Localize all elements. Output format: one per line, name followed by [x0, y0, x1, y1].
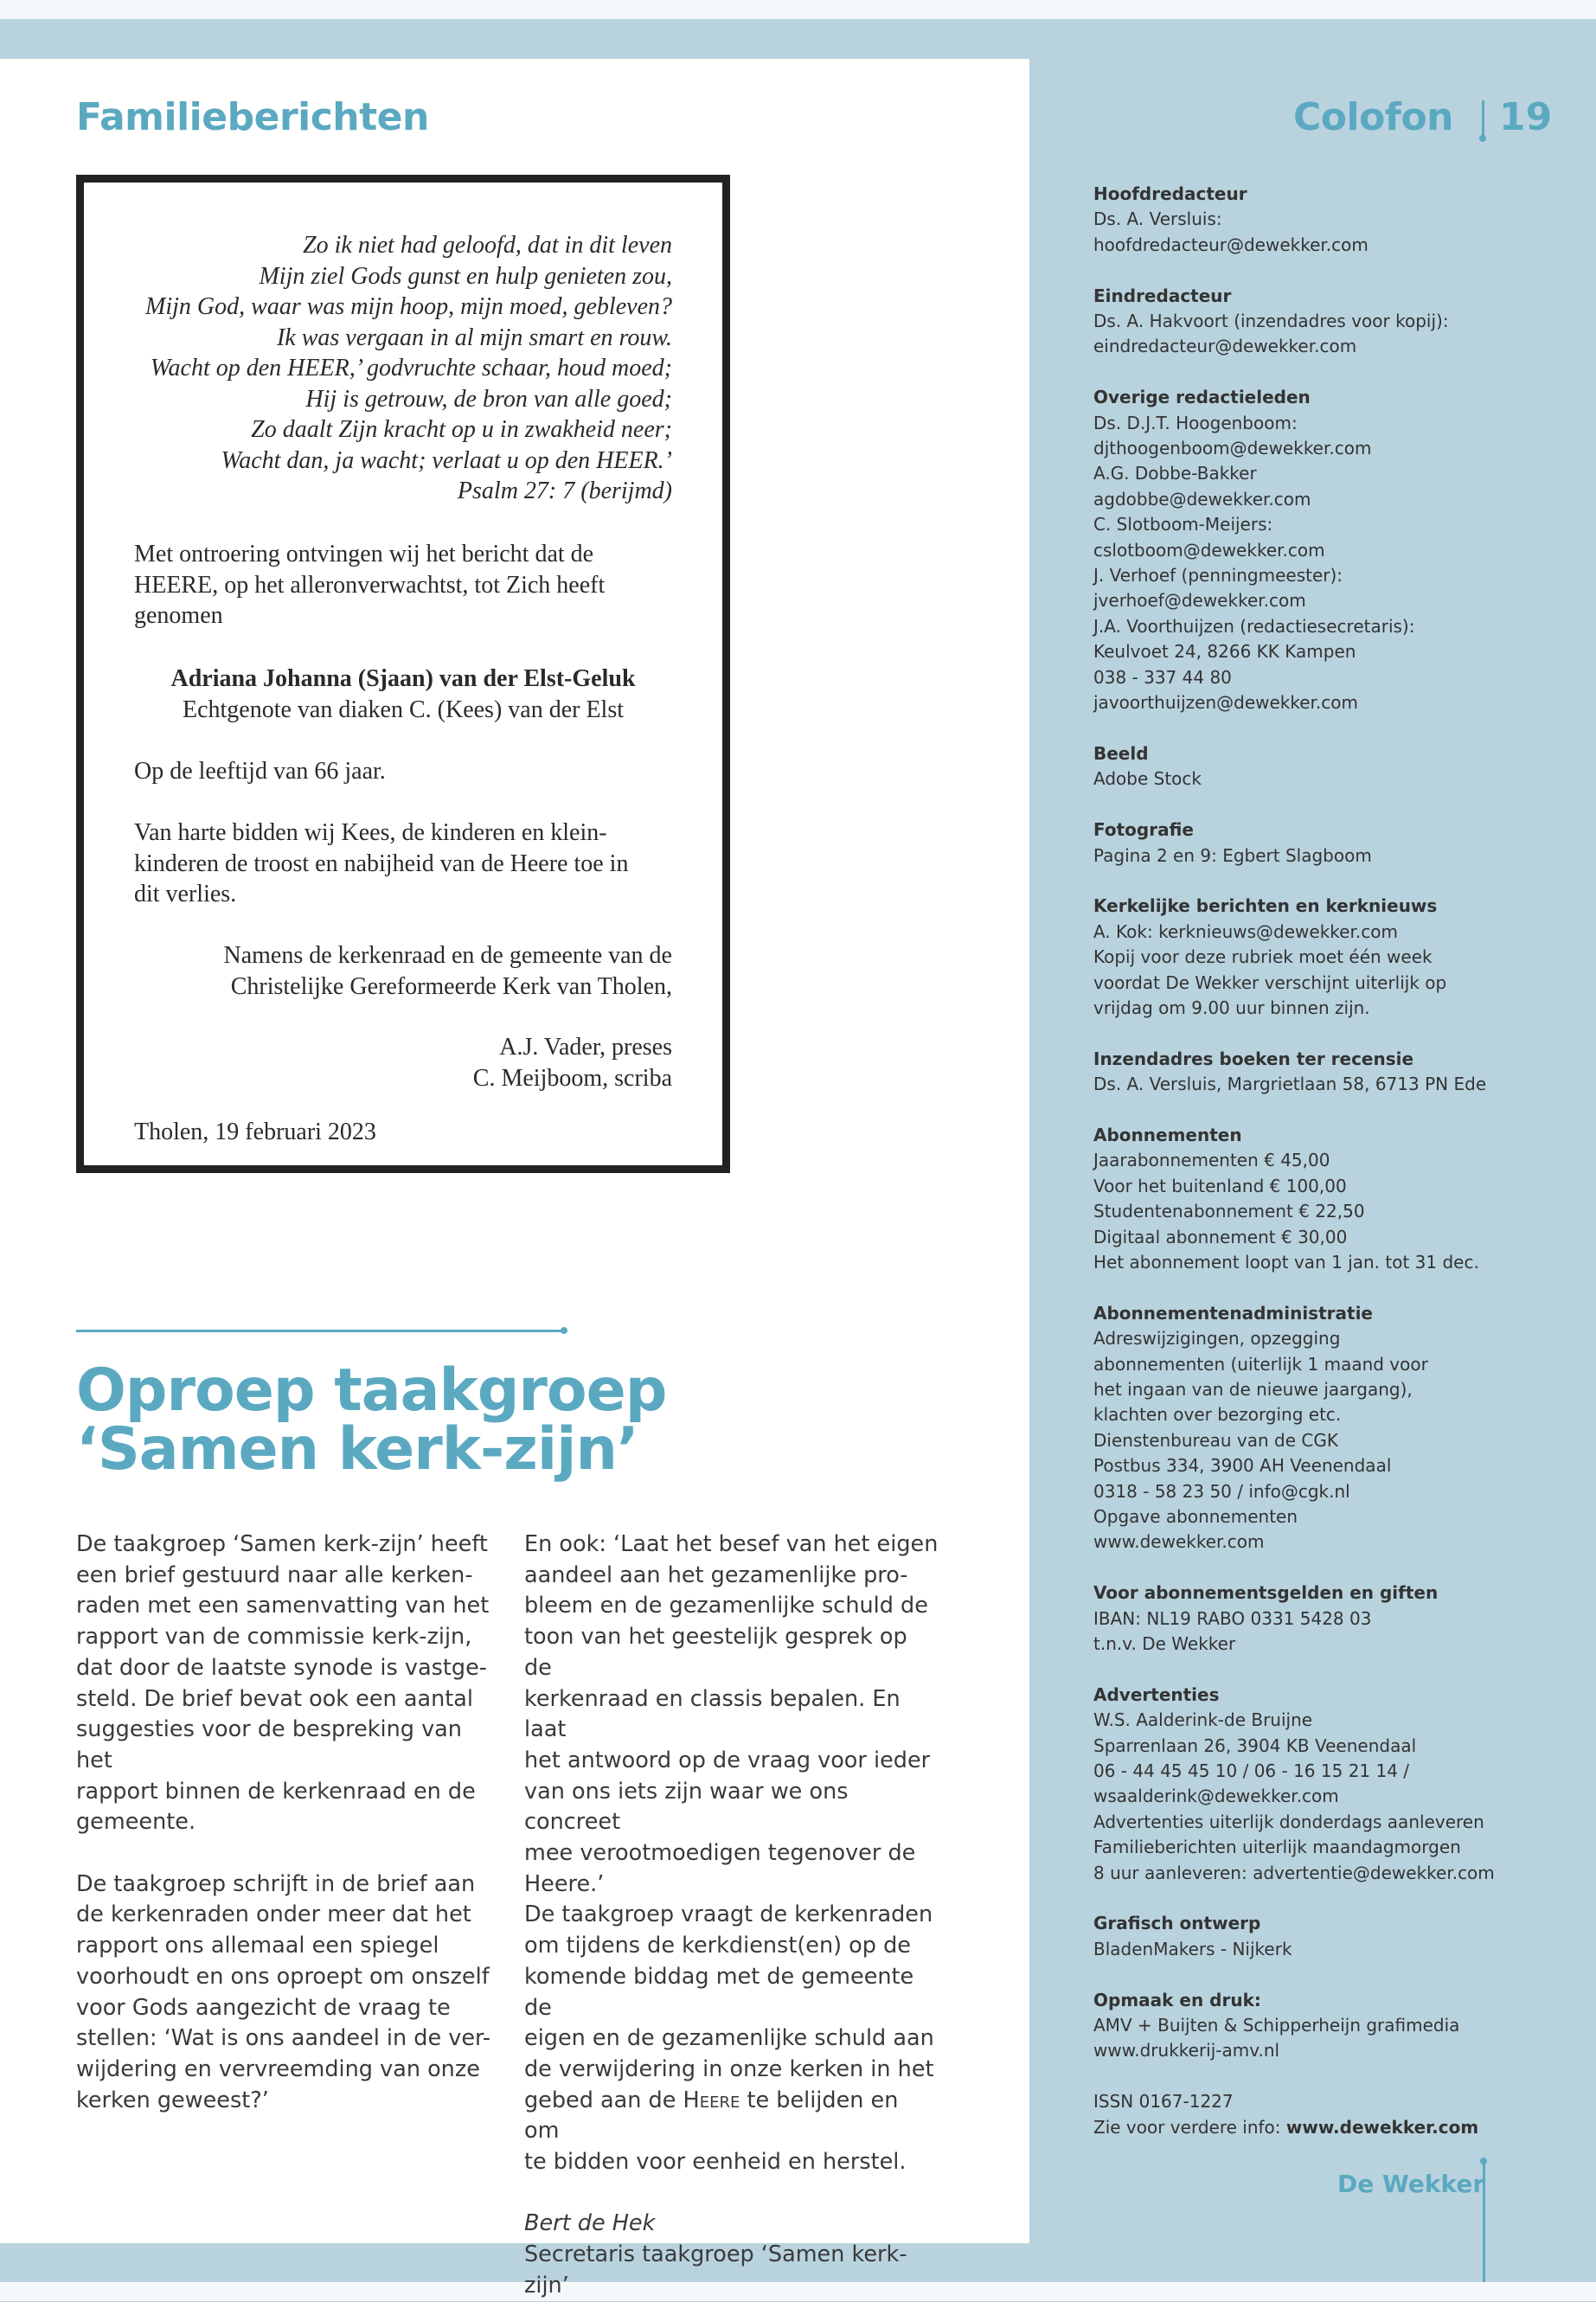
article-line: De taakgroep ‘Samen kerk-zijn’ heeft	[76, 1531, 488, 1557]
intro-line: HEERE, op het alleronverwachtst, tot Zich heeft	[134, 571, 606, 599]
article-paragraph	[76, 1529, 491, 1838]
colofon-opmaak	[1093, 1988, 1543, 2064]
article-line: rapport ons allemaal een spiegel	[76, 1933, 439, 1959]
obituary-council	[134, 940, 672, 1002]
colofon-line: Voor het buitenland € 100,00	[1093, 1175, 1347, 1196]
article-paragraph	[524, 1900, 939, 2177]
poem-line: Hij is getrouw, de bron van alle goed;	[305, 385, 672, 413]
intro-line: Met ontroering ontvingen wij het bericht dat de	[134, 541, 594, 567]
article-line: de kerkenraden onder meer dat het	[76, 1901, 471, 1928]
obituary-signatures	[134, 1032, 672, 1093]
article-line: een brief gestuurd naar alle kerken-	[76, 1561, 473, 1588]
colofon-line: 8 uur aanleveren: advertentie@dewekker.com	[1093, 1862, 1495, 1883]
article-line: mee verootmoedigen tegenover de	[524, 1840, 916, 1867]
colofon-line: 06 - 44 45 45 10 / 06 - 16 15 21 14 /	[1093, 1760, 1410, 1782]
section-title-familieberichten: Familieberichten	[76, 95, 429, 139]
colofon-line: C. Slotboom-Meijers:	[1093, 514, 1273, 535]
colofon-link: www.drukkerij-amv.nl	[1093, 2040, 1280, 2062]
colofon-line: voordat De Wekker verschijnt uiterlijk op	[1093, 971, 1447, 993]
signature-line: A.J. Vader, preses	[499, 1034, 672, 1061]
colofon-line: Het abonnement loopt van 1 jan. tot 31 dec.	[1093, 1251, 1479, 1273]
poem-line: Zo daalt Zijn kracht op u in zwakheid neer;	[251, 416, 672, 443]
colofon-line: 038 - 337 44 80	[1093, 666, 1232, 688]
top-margin-bar	[0, 0, 1596, 19]
colofon-line: Keulvoet 24, 8266 KK Kampen	[1093, 641, 1356, 663]
colofon-line: Dienstenbureau van de CGK	[1093, 1429, 1338, 1451]
colofon-info-prefix: Zie voor verdere info:	[1093, 2116, 1281, 2138]
obituary-intro	[134, 539, 672, 632]
colofon-line: Ds. A. Versluis:	[1093, 208, 1222, 230]
article-line: om tijdens de kerkdienst(en) op de	[524, 1933, 911, 1959]
article-line: kerkenraad en classis bepalen. En laat	[524, 1685, 901, 1743]
colofon-line: Studentenabonnement € 22,50	[1093, 1201, 1365, 1222]
obituary-place-date: Tholen, 19 februari 2023	[134, 1119, 376, 1145]
deceased-age: Op de leeftijd van 66 jaar.	[134, 758, 386, 785]
article-line: van ons iets zijn waar we ons concreet	[524, 1778, 849, 1836]
colofon-abonnementen	[1093, 1123, 1543, 1275]
article-line: het antwoord op de vraag voor ieder	[524, 1747, 931, 1773]
section-title-colofon: Colofon	[1292, 95, 1453, 139]
colofon-email: agdobbe@dewekker.com	[1093, 488, 1311, 510]
article-line: dat door de laatste synode is vastge-	[76, 1654, 487, 1681]
article-column-2	[524, 1529, 939, 2302]
colofon-line: IBAN: NL19 RABO 0331 5428 03	[1093, 1607, 1372, 1629]
council-line: Namens de kerkenraad en de gemeente van de	[223, 942, 672, 969]
colofon-line: BladenMakers - Nijkerk	[1093, 1938, 1292, 1959]
colofon-heading: Hoofdredacteur	[1093, 183, 1247, 204]
article-line: rapport van de commissie kerk-zijn,	[76, 1624, 472, 1651]
colofon-issn	[1093, 2089, 1543, 2140]
article-line: voor Gods aangezicht de vraag te	[76, 1994, 451, 2021]
obituary-notice	[76, 175, 730, 1173]
colofon-recensie	[1093, 1047, 1543, 1098]
colofon-line: 0318 - 58 23 50 / info@cgk.nl	[1093, 1480, 1350, 1502]
colofon-line: Adobe Stock	[1093, 768, 1202, 790]
colofon-heading: Eindredacteur	[1093, 285, 1232, 306]
colofon-line: A. Kok: kerknieuws@dewekker.com	[1093, 920, 1398, 942]
article-line: te bidden voor eenheid en herstel.	[524, 2149, 907, 2176]
article-paragraph	[76, 1869, 491, 2117]
article-text: te belijden en om	[524, 2087, 899, 2145]
article-line: De taakgroep schrijft in de brief aan	[76, 1870, 476, 1897]
article-text: gebed aan de	[524, 2087, 676, 2113]
poem-line: Wacht dan, ja wacht; verlaat u op den HEER.’	[221, 446, 672, 474]
colofon-line: AMV + Buijten & Schipperheijn grafimedia	[1093, 2015, 1460, 2036]
colofon-line: vrijdag om 9.00 uur binnen zijn.	[1093, 997, 1370, 1018]
article-author-role: Secretaris taakgroep ‘Samen kerk-zijn’	[524, 2241, 907, 2299]
prayer-line: Van harte bidden wij Kees, de kinderen en klein-	[134, 819, 607, 846]
paragraph-gap	[524, 2178, 939, 2209]
deceased-block	[84, 664, 722, 725]
article-line: de verwijdering in onze kerken in het	[524, 2055, 934, 2082]
article-line: toon van het geestelijk gesprek op de	[524, 1624, 907, 1681]
colofon-heading: Voor abonnementsgelden en giften	[1093, 1582, 1439, 1604]
colofon-heading: Opmaak en druk:	[1093, 1989, 1261, 2010]
footer-divider-dot	[1480, 2158, 1487, 2164]
colofon-line: J.A. Voorthuijzen (redactiesecretaris):	[1093, 615, 1415, 637]
colofon-issn-line: ISSN 0167-1227	[1093, 2091, 1234, 2113]
article-line: aandeel aan het gezamenlijke pro-	[524, 1561, 908, 1588]
colofon-fotografie	[1093, 818, 1543, 869]
article-title-line: ‘Samen kerk-zijn’	[76, 1415, 638, 1484]
colofon-line: Pagina 2 en 9: Egbert Slagboom	[1093, 844, 1372, 866]
article-author: Bert de Hek	[524, 2210, 656, 2237]
article-line: steld. De brief bevat ook een aantal	[76, 1685, 473, 1712]
article-line: bleem en de gezamenlijke schuld de	[524, 1593, 928, 1619]
colofon-heading: Kerkelijke berichten en kerknieuws	[1093, 895, 1438, 917]
colofon-heading: Advertenties	[1093, 1683, 1220, 1705]
colofon-line: J. Verhoef (penningmeester):	[1093, 565, 1343, 587]
intro-line: genomen	[134, 602, 223, 629]
header-divider	[1482, 100, 1484, 138]
colofon-link: www.dewekker.com	[1093, 1531, 1265, 1553]
colofon-line: Digitaal abonnement € 30,00	[1093, 1226, 1348, 1247]
colofon-eindredacteur	[1093, 284, 1543, 360]
colofon-heading: Inzendadres boeken ter recensie	[1093, 1048, 1414, 1069]
obituary-poem	[145, 230, 672, 507]
article-line	[524, 2086, 939, 2147]
article-line: eigen en de gezamenlijke schuld aan	[524, 2025, 934, 2052]
article-rule	[76, 1330, 564, 1332]
poem-line: Mijn ziel Gods gunst en hulp genieten zou,	[259, 262, 672, 290]
article-line: En ook: ‘Laat het besef van het eigen	[524, 1531, 939, 1557]
colofon-line: t.n.v. De Wekker	[1093, 1633, 1236, 1655]
colofon-line: A.G. Dobbe-Bakker	[1093, 463, 1257, 484]
colofon-hoofdredacteur	[1093, 182, 1543, 258]
article-rule-dot	[561, 1327, 567, 1334]
article-line: komende biddag met de gemeente de	[524, 1963, 914, 2021]
colofon-line: Opgave abonnementen	[1093, 1506, 1298, 1527]
colofon-heading: Fotografie	[1093, 819, 1194, 841]
colofon-email: eindredacteur@dewekker.com	[1093, 336, 1357, 357]
poem-line: Wacht op den HEER,’ godvruchte schaar, houd moed;	[150, 355, 672, 382]
colofon-heading: Overige redactieleden	[1093, 387, 1311, 408]
article-line: Heere.’	[524, 1870, 605, 1897]
colofon-line: het ingaan van de nieuwe jaargang),	[1093, 1378, 1413, 1400]
colofon-line: Sparrenlaan 26, 3904 KB Veenendaal	[1093, 1735, 1417, 1756]
colofon-line: W.S. Aalderink-de Bruijne	[1093, 1709, 1313, 1731]
colofon-redactie	[1093, 385, 1543, 715]
colofon-heading: Grafisch ontwerp	[1093, 1913, 1261, 1934]
colofon-line: Familieberichten uiterlijk maandagmorgen	[1093, 1837, 1461, 1858]
article-title-line: Oproep taakgroep	[76, 1356, 667, 1425]
paragraph-gap	[76, 1838, 491, 1869]
colofon-block	[1093, 182, 1543, 2165]
colofon-heading: Abonnementen	[1093, 1124, 1242, 1145]
colofon-line: Postbus 334, 3900 AH Veenendaal	[1093, 1455, 1392, 1477]
colofon-beeld	[1093, 741, 1543, 792]
colofon-line: abonnementen (uiterlijk 1 maand voor	[1093, 1353, 1428, 1375]
article-line: suggesties voor de bespreking van het	[76, 1716, 462, 1773]
deceased-name: Adriana Johanna (Sjaan) van der Elst-Geluk	[170, 665, 636, 692]
colofon-email: javoorthuijzen@dewekker.com	[1093, 692, 1359, 714]
article-line: raden met een samenvatting van het	[76, 1593, 490, 1619]
poem-line: Zo ik niet had geloofd, dat in dit leven	[303, 232, 672, 259]
colofon-line: Ds. D.J.T. Hoogenboom:	[1093, 412, 1298, 433]
colofon-advertenties	[1093, 1683, 1543, 1886]
article-smallcaps-heere: Heere	[683, 2087, 740, 2113]
colofon-line: Ds. A. Versluis, Margrietlaan 58, 6713 PN Ede	[1093, 1074, 1487, 1095]
article-line: gemeente.	[76, 1809, 196, 1836]
colofon-ontwerp	[1093, 1911, 1543, 1962]
article-line: voorhoudt en ons oproept om onszelf	[76, 1963, 490, 1990]
colofon-info-link: www.dewekker.com	[1285, 2116, 1479, 2138]
colofon-giften	[1093, 1581, 1543, 1657]
obituary-prayer	[134, 818, 672, 910]
signature-line: C. Meijboom, scriba	[472, 1064, 672, 1092]
colofon-email: cslotboom@dewekker.com	[1093, 539, 1325, 561]
colofon-line: Kopij voor deze rubriek moet één week	[1093, 946, 1433, 968]
colofon-email: hoofdredacteur@dewekker.com	[1093, 234, 1368, 255]
colofon-email: jverhoef@dewekker.com	[1093, 590, 1306, 612]
colofon-line: Jaarabonnementen € 45,00	[1093, 1150, 1330, 1171]
colofon-line: Ds. A. Hakvoort (inzendadres voor kopij):	[1093, 311, 1449, 332]
page-number: 19	[1499, 95, 1553, 139]
colofon-info-line	[1093, 2115, 1543, 2140]
colofon-kerknieuws	[1093, 894, 1543, 1021]
header-divider-dot	[1479, 135, 1486, 142]
article-line: stellen: ‘Wat is ons aandeel in de ver-	[76, 2025, 491, 2052]
prayer-line: kinderen de troost en nabijheid van de Heere toe in	[134, 850, 629, 877]
article-column-1	[76, 1529, 491, 2116]
colofon-email: wsaalderink@dewekker.com	[1093, 1786, 1339, 1807]
colofon-line: klachten over bezorging etc.	[1093, 1404, 1342, 1426]
article-line: wijdering en vervreemding van onze	[76, 2055, 480, 2082]
prayer-line: dit verlies.	[134, 881, 237, 907]
colofon-heading: Abonnementenadministratie	[1093, 1302, 1373, 1324]
colofon-heading: Beeld	[1093, 742, 1149, 764]
article-line: De taakgroep vraagt de kerkenraden	[524, 1901, 933, 1928]
article-line: rapport binnen de kerkenraad en de	[76, 1778, 476, 1805]
colofon-administratie	[1093, 1301, 1543, 1555]
council-line: Christelijke Gereformeerde Kerk van Tholen,	[230, 972, 672, 1000]
poem-line: Ik was vergaan in al mijn smart en rouw.	[276, 324, 672, 351]
colofon-line: Advertenties uiterlijk donderdags aanleveren	[1093, 1811, 1484, 1832]
colofon-line: Adreswijzigingen, opzegging	[1093, 1328, 1341, 1350]
deceased-spouse: Echtgenote van diaken C. (Kees) van der Elst	[182, 696, 625, 723]
colofon-email: djthoogenboom@dewekker.com	[1093, 438, 1372, 459]
poem-source: Psalm 27: 7 (berijmd)	[457, 478, 672, 504]
footer-brand: De Wekker	[1337, 2170, 1485, 2198]
article-line: kerken geweest?’	[76, 2087, 269, 2113]
poem-line: Mijn God, waar was mijn hoop, mijn moed, gebleven?	[145, 293, 672, 320]
article-title	[76, 1356, 667, 1484]
article-paragraph	[524, 1529, 939, 1900]
